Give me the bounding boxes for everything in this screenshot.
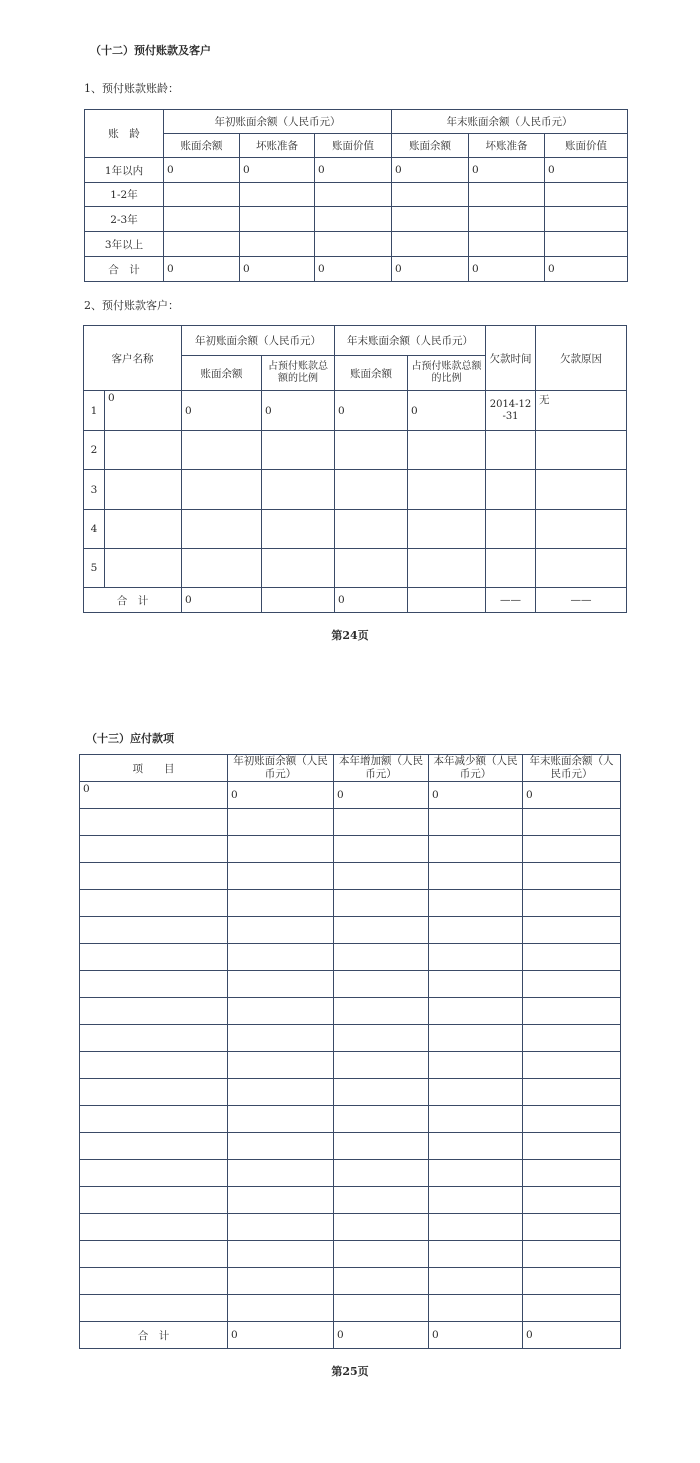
column-header-increase: 本年增加额（人民币元） bbox=[334, 755, 429, 782]
cell bbox=[523, 998, 621, 1025]
cell bbox=[523, 1241, 621, 1268]
cell bbox=[429, 1052, 523, 1079]
cell bbox=[429, 1214, 523, 1241]
cell bbox=[429, 1025, 523, 1052]
aging-subtitle: 1、预付账款账龄： bbox=[84, 82, 179, 95]
cell bbox=[262, 470, 335, 510]
cell bbox=[262, 549, 335, 588]
cell bbox=[80, 1241, 228, 1268]
row-number: 4 bbox=[84, 510, 105, 549]
aging-group-begin: 年初账面余额（人民币元） bbox=[164, 110, 392, 134]
debt-reason-header: 欠款原因 bbox=[536, 326, 627, 391]
cell bbox=[523, 1052, 621, 1079]
client-name bbox=[105, 510, 182, 549]
cell bbox=[334, 944, 429, 971]
debt-time bbox=[486, 431, 536, 470]
table-row bbox=[84, 431, 627, 470]
table-row bbox=[80, 1160, 621, 1187]
cell bbox=[429, 836, 523, 863]
column-header: 账面价值 bbox=[315, 134, 392, 158]
cell bbox=[334, 1025, 429, 1052]
debt-time bbox=[486, 470, 536, 510]
row-label: 3年以上 bbox=[85, 232, 164, 257]
cell bbox=[80, 998, 228, 1025]
cell bbox=[228, 1133, 334, 1160]
cell: 0 bbox=[334, 782, 429, 809]
cell bbox=[80, 1133, 228, 1160]
cell bbox=[429, 971, 523, 998]
cell bbox=[80, 1160, 228, 1187]
cell bbox=[164, 183, 240, 207]
cell bbox=[429, 1106, 523, 1133]
cell bbox=[523, 1187, 621, 1214]
cell bbox=[228, 1295, 334, 1322]
cell bbox=[228, 1052, 334, 1079]
cell bbox=[523, 890, 621, 917]
cell bbox=[228, 1268, 334, 1295]
total-label: 合 计 bbox=[80, 1322, 228, 1349]
cell: 0 bbox=[469, 158, 545, 183]
cell bbox=[408, 431, 486, 470]
cell bbox=[228, 1187, 334, 1214]
cell: 0 bbox=[392, 158, 469, 183]
cell bbox=[80, 1214, 228, 1241]
table-row bbox=[84, 549, 627, 588]
cell bbox=[392, 232, 469, 257]
column-header: 账面价值 bbox=[545, 134, 628, 158]
cell bbox=[228, 836, 334, 863]
cell bbox=[392, 207, 469, 232]
client-name: 0 bbox=[105, 391, 182, 431]
cell bbox=[523, 971, 621, 998]
cell bbox=[164, 207, 240, 232]
cell bbox=[228, 1106, 334, 1133]
cell bbox=[228, 1079, 334, 1106]
debt-time bbox=[486, 549, 536, 588]
cell bbox=[523, 1160, 621, 1187]
column-header: 坏账准备 bbox=[240, 134, 315, 158]
cell bbox=[523, 836, 621, 863]
table-row bbox=[80, 1052, 621, 1079]
clients-subtitle: 2、预付账款客户： bbox=[84, 299, 179, 312]
cell: 0 bbox=[469, 257, 545, 282]
cell: 0 bbox=[182, 588, 262, 613]
cell bbox=[315, 232, 392, 257]
clients-table bbox=[83, 325, 627, 613]
row-number: 5 bbox=[84, 549, 105, 588]
cell bbox=[80, 1295, 228, 1322]
table-row bbox=[80, 1268, 621, 1295]
cell bbox=[80, 1106, 228, 1133]
cell bbox=[334, 1079, 429, 1106]
row-label: 2-3年 bbox=[85, 207, 164, 232]
cell bbox=[335, 549, 408, 588]
section-12-title: （十二）预付账款及客户 bbox=[90, 44, 211, 57]
cell bbox=[469, 207, 545, 232]
cell bbox=[408, 549, 486, 588]
cell bbox=[334, 809, 429, 836]
debt-time bbox=[486, 510, 536, 549]
table-row bbox=[80, 836, 621, 863]
cell: 0 bbox=[545, 257, 628, 282]
row-number: 2 bbox=[84, 431, 105, 470]
cell bbox=[228, 917, 334, 944]
cell bbox=[334, 1106, 429, 1133]
cell: 0 bbox=[164, 257, 240, 282]
item-name: 0 bbox=[80, 782, 228, 809]
cell bbox=[80, 836, 228, 863]
debt-time-header: 欠款时间 bbox=[486, 326, 536, 391]
client-name bbox=[105, 431, 182, 470]
cell bbox=[429, 1241, 523, 1268]
cell bbox=[334, 998, 429, 1025]
cell bbox=[228, 998, 334, 1025]
cell bbox=[164, 232, 240, 257]
cell bbox=[523, 863, 621, 890]
cell bbox=[429, 890, 523, 917]
cell: 0 bbox=[228, 782, 334, 809]
cell bbox=[240, 207, 315, 232]
cell bbox=[334, 1295, 429, 1322]
cell: 0 bbox=[429, 782, 523, 809]
debt-reason: —— bbox=[536, 588, 627, 613]
cell bbox=[429, 998, 523, 1025]
cell bbox=[392, 183, 469, 207]
cell bbox=[523, 809, 621, 836]
aging-row-header: 账 龄 bbox=[85, 110, 164, 158]
column-header-end: 年末账面余额（人民币元） bbox=[523, 755, 621, 782]
cell bbox=[228, 809, 334, 836]
total-row bbox=[84, 588, 627, 613]
cell bbox=[228, 1025, 334, 1052]
cell bbox=[228, 1214, 334, 1241]
cell bbox=[80, 863, 228, 890]
debt-reason: 无 bbox=[536, 391, 627, 431]
cell bbox=[523, 1268, 621, 1295]
table-row bbox=[84, 391, 627, 431]
cell bbox=[80, 944, 228, 971]
cell bbox=[523, 1106, 621, 1133]
cell: 0 bbox=[392, 257, 469, 282]
cell: 0 bbox=[408, 391, 486, 431]
debt-time: —— bbox=[486, 588, 536, 613]
cell bbox=[80, 890, 228, 917]
cell: 0 bbox=[182, 391, 262, 431]
cell bbox=[523, 1025, 621, 1052]
column-header: 账面余额 bbox=[182, 356, 262, 391]
cell bbox=[334, 1052, 429, 1079]
cell bbox=[262, 510, 335, 549]
cell bbox=[182, 431, 262, 470]
cell bbox=[228, 971, 334, 998]
table-row bbox=[80, 782, 621, 809]
cell bbox=[523, 917, 621, 944]
payables-table bbox=[79, 754, 621, 1349]
cell bbox=[334, 1214, 429, 1241]
cell bbox=[228, 944, 334, 971]
cell bbox=[469, 183, 545, 207]
table-row bbox=[80, 1187, 621, 1214]
table-row bbox=[80, 1106, 621, 1133]
table-row bbox=[85, 232, 628, 257]
cell bbox=[545, 183, 628, 207]
total-row bbox=[85, 257, 628, 282]
cell: 0 bbox=[523, 782, 621, 809]
page-number-25: 第25页 bbox=[331, 1365, 369, 1378]
cell bbox=[334, 971, 429, 998]
table-row bbox=[80, 971, 621, 998]
cell bbox=[228, 1160, 334, 1187]
cell bbox=[523, 1214, 621, 1241]
client-name-header: 客户名称 bbox=[84, 326, 182, 391]
debt-reason bbox=[536, 510, 627, 549]
cell bbox=[429, 1160, 523, 1187]
table-row bbox=[80, 863, 621, 890]
cell bbox=[182, 549, 262, 588]
cell: 0 bbox=[334, 1322, 429, 1349]
cell bbox=[334, 1160, 429, 1187]
cell bbox=[334, 836, 429, 863]
column-header: 账面余额 bbox=[164, 134, 240, 158]
table-row bbox=[84, 470, 627, 510]
cell bbox=[469, 232, 545, 257]
cell bbox=[429, 1079, 523, 1106]
row-number: 3 bbox=[84, 470, 105, 510]
column-header-item: 项 目 bbox=[80, 755, 228, 782]
column-header: 账面余额 bbox=[392, 134, 469, 158]
cell bbox=[334, 1133, 429, 1160]
total-label: 合 计 bbox=[84, 588, 182, 613]
table-row bbox=[80, 1241, 621, 1268]
cell bbox=[228, 863, 334, 890]
cell: 0 bbox=[315, 257, 392, 282]
column-header: 账面余额 bbox=[335, 356, 408, 391]
cell bbox=[315, 183, 392, 207]
table-row bbox=[85, 158, 628, 183]
cell bbox=[429, 809, 523, 836]
cell: 0 bbox=[545, 158, 628, 183]
cell bbox=[523, 1295, 621, 1322]
table-row bbox=[80, 944, 621, 971]
debt-reason bbox=[536, 431, 627, 470]
cell: 0 bbox=[429, 1322, 523, 1349]
section-13-title: （十三）应付款项 bbox=[86, 732, 174, 745]
column-header-begin: 年初账面余额（人民币元） bbox=[228, 755, 334, 782]
cell bbox=[429, 944, 523, 971]
cell bbox=[80, 1025, 228, 1052]
cell bbox=[182, 470, 262, 510]
cell bbox=[80, 1052, 228, 1079]
cell: 0 bbox=[262, 391, 335, 431]
cell bbox=[335, 510, 408, 549]
debt-time: 2014-12-31 bbox=[486, 391, 536, 431]
cell bbox=[315, 207, 392, 232]
cell: 0 bbox=[523, 1322, 621, 1349]
aging-table bbox=[84, 109, 628, 282]
cell: 0 bbox=[240, 257, 315, 282]
column-header-decrease: 本年减少额（人民币元） bbox=[429, 755, 523, 782]
row-label: 1年以内 bbox=[85, 158, 164, 183]
table-row bbox=[80, 890, 621, 917]
cell: 0 bbox=[164, 158, 240, 183]
cell bbox=[182, 510, 262, 549]
cell bbox=[429, 1268, 523, 1295]
table-row bbox=[80, 1079, 621, 1106]
cell bbox=[334, 1241, 429, 1268]
cell bbox=[262, 588, 335, 613]
cell: 0 bbox=[335, 391, 408, 431]
cell bbox=[429, 1187, 523, 1214]
cell bbox=[80, 1187, 228, 1214]
cell bbox=[80, 809, 228, 836]
cell bbox=[80, 917, 228, 944]
cell bbox=[80, 1268, 228, 1295]
table-row bbox=[85, 207, 628, 232]
client-group-begin: 年初账面余额（人民币元） bbox=[182, 326, 335, 356]
table-row bbox=[80, 1295, 621, 1322]
cell: 0 bbox=[315, 158, 392, 183]
row-label: 1-2年 bbox=[85, 183, 164, 207]
table-row bbox=[80, 1025, 621, 1052]
page-number-24: 第24页 bbox=[331, 629, 369, 642]
column-header: 占预付账款总额的比例 bbox=[408, 356, 486, 391]
cell bbox=[228, 1241, 334, 1268]
table-row bbox=[80, 998, 621, 1025]
cell bbox=[408, 470, 486, 510]
row-label: 合 计 bbox=[85, 257, 164, 282]
cell bbox=[408, 510, 486, 549]
aging-group-end: 年末账面余额（人民币元） bbox=[392, 110, 628, 134]
cell bbox=[334, 917, 429, 944]
cell bbox=[408, 588, 486, 613]
cell bbox=[523, 944, 621, 971]
column-header: 占预付账款总额的比例 bbox=[262, 356, 335, 391]
debt-reason bbox=[536, 549, 627, 588]
client-name bbox=[105, 470, 182, 510]
cell bbox=[240, 183, 315, 207]
debt-reason bbox=[536, 470, 627, 510]
row-number: 1 bbox=[84, 391, 105, 431]
cell bbox=[334, 1268, 429, 1295]
cell bbox=[545, 232, 628, 257]
cell: 0 bbox=[240, 158, 315, 183]
column-header: 坏账准备 bbox=[469, 134, 545, 158]
cell bbox=[240, 232, 315, 257]
cell bbox=[429, 917, 523, 944]
cell bbox=[335, 431, 408, 470]
table-row bbox=[80, 809, 621, 836]
cell bbox=[523, 1079, 621, 1106]
total-row bbox=[80, 1322, 621, 1349]
cell bbox=[80, 971, 228, 998]
cell bbox=[334, 1187, 429, 1214]
cell bbox=[262, 431, 335, 470]
cell bbox=[334, 863, 429, 890]
cell bbox=[429, 1133, 523, 1160]
cell bbox=[429, 863, 523, 890]
client-group-end: 年末账面余额（人民币元） bbox=[335, 326, 486, 356]
table-row bbox=[84, 510, 627, 549]
cell bbox=[228, 890, 334, 917]
cell: 0 bbox=[335, 588, 408, 613]
table-row bbox=[85, 183, 628, 207]
cell bbox=[334, 890, 429, 917]
cell bbox=[545, 207, 628, 232]
cell bbox=[335, 470, 408, 510]
table-row bbox=[80, 1133, 621, 1160]
client-name bbox=[105, 549, 182, 588]
cell bbox=[523, 1133, 621, 1160]
cell bbox=[80, 1079, 228, 1106]
table-row bbox=[80, 1214, 621, 1241]
cell bbox=[429, 1295, 523, 1322]
cell: 0 bbox=[228, 1322, 334, 1349]
table-row bbox=[80, 917, 621, 944]
